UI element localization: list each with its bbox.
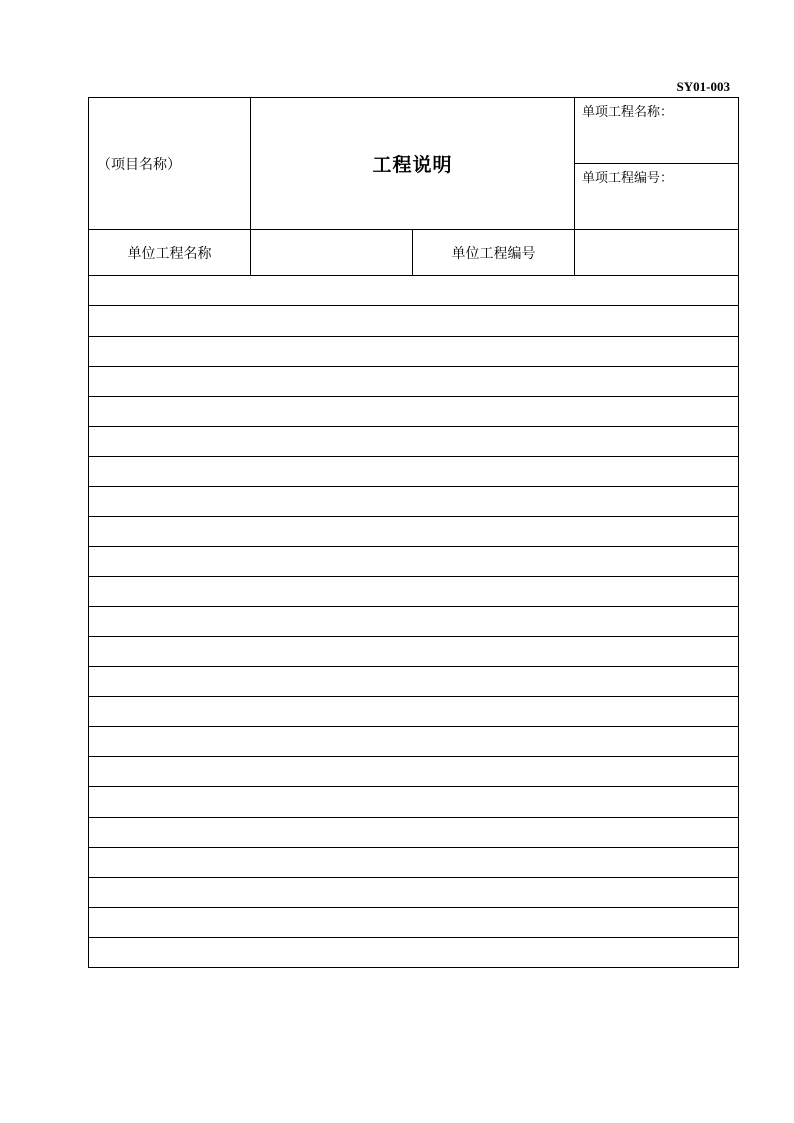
description-line[interactable] xyxy=(89,577,739,607)
unit-row xyxy=(89,230,739,276)
description-line[interactable] xyxy=(89,366,739,396)
unit-name-field[interactable] xyxy=(251,230,413,276)
description-row xyxy=(89,637,739,667)
description-line[interactable] xyxy=(89,546,739,576)
description-line[interactable] xyxy=(89,847,739,877)
description-row xyxy=(89,727,739,757)
description-line[interactable] xyxy=(89,456,739,486)
description-line[interactable] xyxy=(89,426,739,456)
description-line[interactable] xyxy=(89,306,739,336)
description-line[interactable] xyxy=(89,276,739,306)
description-line[interactable] xyxy=(89,877,739,907)
description-row xyxy=(89,577,739,607)
description-row xyxy=(89,667,739,697)
description-row xyxy=(89,336,739,366)
description-row xyxy=(89,306,739,336)
description-line[interactable] xyxy=(89,937,739,967)
header-row-1 xyxy=(89,98,739,164)
unit-number-label: 单位工程编号 xyxy=(413,230,575,276)
description-row xyxy=(89,937,739,967)
description-row xyxy=(89,877,739,907)
description-line[interactable] xyxy=(89,757,739,787)
description-row xyxy=(89,817,739,847)
description-line[interactable] xyxy=(89,607,739,637)
description-line[interactable] xyxy=(89,817,739,847)
description-line[interactable] xyxy=(89,486,739,516)
description-line[interactable] xyxy=(89,787,739,817)
description-line[interactable] xyxy=(89,637,739,667)
description-row xyxy=(89,366,739,396)
form-code: SY01-003 xyxy=(676,79,730,94)
description-line[interactable] xyxy=(89,516,739,546)
description-line[interactable] xyxy=(89,697,739,727)
document-title: 工程说明 xyxy=(251,98,575,230)
description-line[interactable] xyxy=(89,667,739,697)
description-row xyxy=(89,697,739,727)
project-name-label[interactable]: （项目名称） xyxy=(89,98,251,230)
description-row xyxy=(89,607,739,637)
unit-name-label: 单位工程名称 xyxy=(89,230,251,276)
description-row xyxy=(89,486,739,516)
engineering-description-form xyxy=(88,97,739,968)
description-line[interactable] xyxy=(89,396,739,426)
description-row xyxy=(89,426,739,456)
description-row xyxy=(89,516,739,546)
description-line[interactable] xyxy=(89,336,739,366)
description-row xyxy=(89,396,739,426)
description-line[interactable] xyxy=(89,907,739,937)
item-number-field[interactable]: 单项工程编号： xyxy=(575,164,739,230)
description-row xyxy=(89,456,739,486)
description-row xyxy=(89,787,739,817)
description-row xyxy=(89,276,739,306)
description-row xyxy=(89,757,739,787)
description-row xyxy=(89,907,739,937)
description-row xyxy=(89,546,739,576)
item-name-field[interactable]: 单项工程名称： xyxy=(575,98,739,164)
unit-number-field[interactable] xyxy=(575,230,739,276)
description-line[interactable] xyxy=(89,727,739,757)
description-row xyxy=(89,847,739,877)
